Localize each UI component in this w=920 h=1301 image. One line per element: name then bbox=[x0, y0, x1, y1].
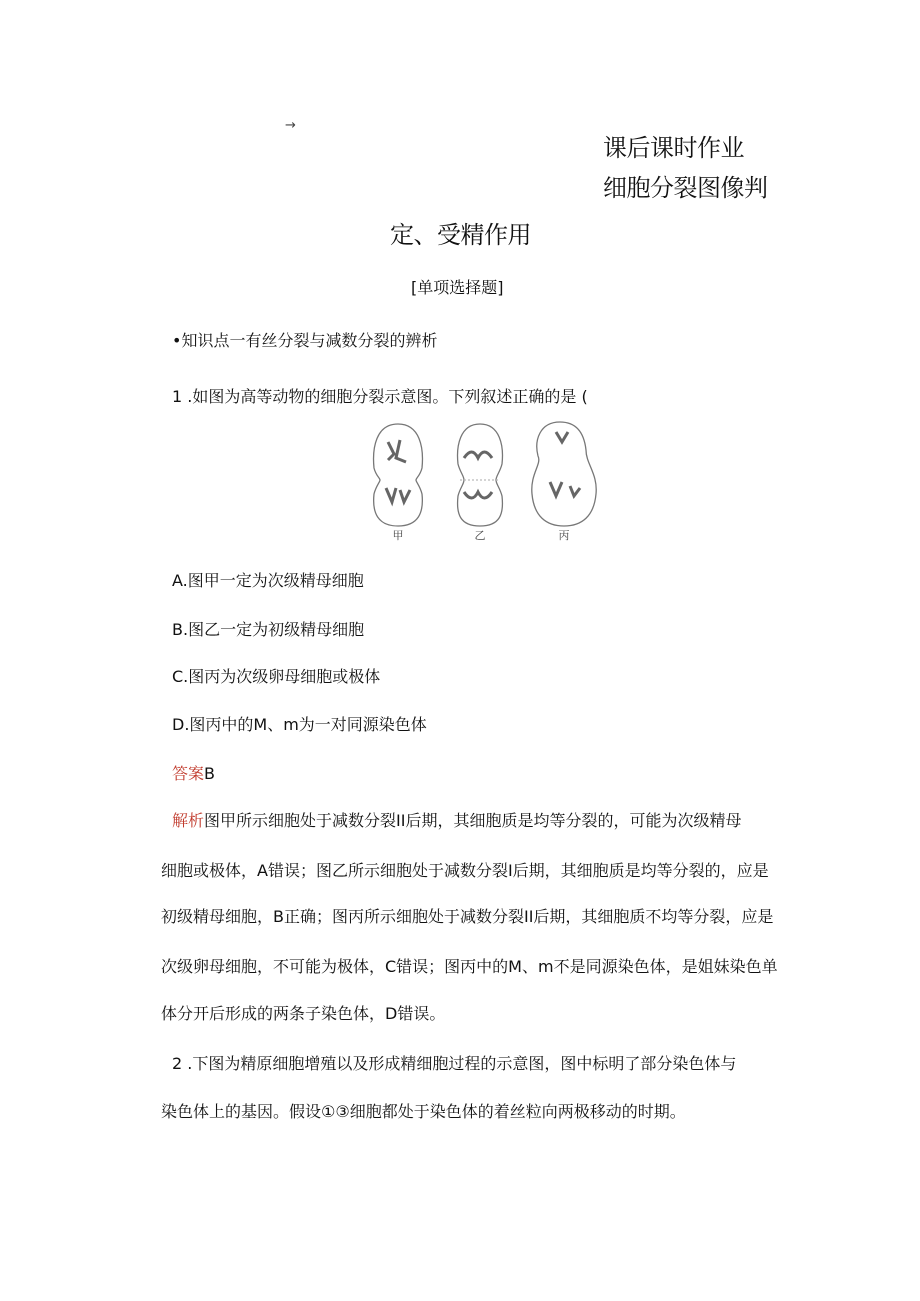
analysis-text: 图甲所示细胞处于减数分裂II后期，其细胞质是均等分裂的，可能为次级精母 bbox=[204, 811, 742, 830]
option-a: A.图甲一定为次级精母细胞 bbox=[172, 571, 364, 590]
page-mark: → bbox=[285, 118, 296, 133]
question-1-stem: 1 .如图为高等动物的细胞分裂示意图。下列叙述正确的是 ( bbox=[172, 387, 588, 406]
cell-bing-diagram bbox=[532, 422, 596, 526]
knowledge-point-heading: •知识点一有丝分裂与减数分裂的辨析 bbox=[172, 331, 438, 350]
analysis-line: 次级卵母细胞，不可能为极体，C错误；图丙中的M、m不是同源染色体，是姐妹染色单 bbox=[161, 957, 778, 976]
figure-label-bing: 丙 bbox=[558, 529, 570, 542]
analysis-line: 细胞或极体，A错误；图乙所示细胞处于减数分裂I后期，其细胞质是均等分裂的，应是 bbox=[161, 861, 769, 880]
analysis-line: 体分开后形成的两条子染色体，D错误。 bbox=[161, 1004, 446, 1023]
page-title-line-2: 细胞分裂图像判 bbox=[603, 174, 768, 202]
figure-label-yi: 乙 bbox=[474, 529, 486, 542]
analysis-line: 初级精母细胞，B正确；图丙所示细胞处于减数分裂II后期，其细胞质不均等分裂，应是 bbox=[161, 907, 774, 926]
analysis-line bbox=[172, 808, 741, 831]
option-d: D.图丙中的M、m为一对同源染色体 bbox=[172, 715, 427, 734]
page-title-line-1: 课后课时作业 bbox=[603, 134, 744, 162]
figure-label-jia: 甲 bbox=[392, 529, 404, 542]
question-2-stem-line-1: 2 .下图为精原细胞增殖以及形成精细胞过程的示意图，图中标明了部分染色体与 bbox=[172, 1054, 737, 1073]
analysis-label: 解析 bbox=[172, 811, 205, 830]
answer-value: B bbox=[204, 764, 215, 783]
cell-yi-diagram bbox=[458, 424, 503, 526]
answer-label: 答案 bbox=[172, 764, 205, 783]
answer-line bbox=[172, 761, 215, 784]
section-type-heading: [单项选择题] bbox=[411, 278, 504, 297]
option-b: B.图乙一定为初级精母细胞 bbox=[172, 620, 365, 639]
page-title-line-3: 定、受精作用 bbox=[390, 221, 531, 249]
cell-division-figure bbox=[360, 418, 610, 543]
cell-jia-diagram bbox=[374, 424, 423, 526]
option-c: C.图丙为次级卵母细胞或极体 bbox=[172, 667, 381, 686]
question-2-stem-line-2: 染色体上的基因。假设①③细胞都处于染色体的着丝粒向两极移动的时期。 bbox=[161, 1102, 686, 1121]
